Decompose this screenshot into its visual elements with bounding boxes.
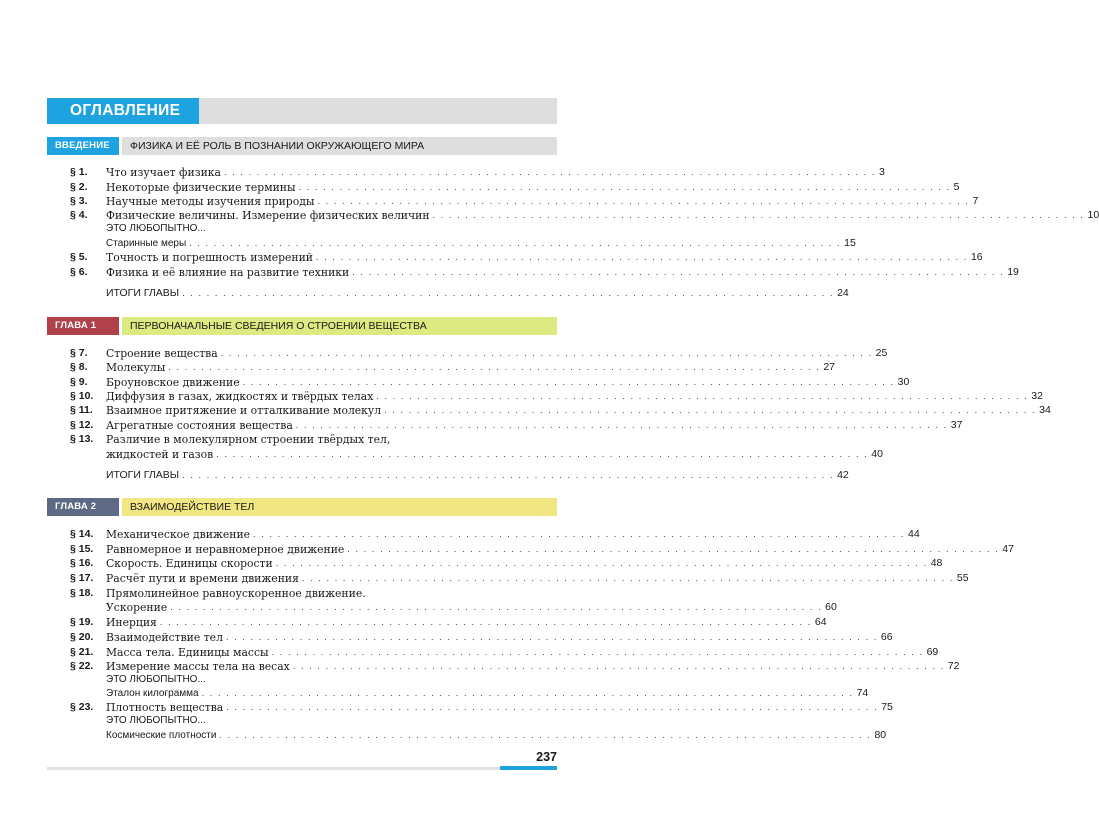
- chapter-header-2: [47, 498, 557, 516]
- leader-dots: . . . . . . . . . . . . . . . . . . . . . . . . . . . . . . . . . . . . . . . . . . . . . . . . . . . . . . . . . . . . . . . . . . . . . . . . . . . . . . . .: [223, 167, 876, 177]
- entry-number: § 10.: [70, 390, 94, 402]
- entry-number: § 11.: [70, 404, 93, 416]
- entry-number: § 5.: [70, 251, 88, 263]
- toc-entry[interactable]: [70, 403, 1051, 418]
- entry-title: Механическое движение: [106, 528, 251, 541]
- entry-title: Расчёт пути и времени движения: [106, 572, 299, 585]
- toc-entry[interactable]: [70, 728, 887, 743]
- entry-page: 30: [897, 376, 910, 388]
- toc-entry[interactable]: [70, 165, 885, 180]
- entry-page: 64: [814, 616, 827, 628]
- leader-dots: . . . . . . . . . . . . . . . . . . . . . . . . . . . . . . . . . . . . . . . . . . . . . . . . . . . . . . . . . . . . . . . . . . . . . . . . . . . . . . . .: [432, 210, 1085, 220]
- entry-title: Физика и её влияние на развитие техники: [106, 266, 350, 279]
- chapter-label: ВВЕДЕНИЕ: [47, 137, 119, 155]
- entry-title: Космические плотности: [106, 730, 217, 741]
- entry-page: 74: [856, 687, 869, 699]
- entry-number: § 12.: [70, 419, 94, 431]
- entry-page: 24: [837, 287, 849, 299]
- footer-accent: [500, 766, 557, 770]
- toc-entry[interactable]: [70, 180, 960, 195]
- entry-number: § 3.: [70, 195, 88, 207]
- entry-page: 5: [953, 181, 960, 193]
- entry-title: Инерция: [106, 616, 157, 629]
- leader-dots: . . . . . . . . . . . . . . . . . . . . . . . . . . . . . . . . . . . . . . . . . . . . . . . . . . . . . . . . . . . . . . . . . . . . . . . . . . . . . . . .: [182, 470, 835, 480]
- toc-title-bar: [47, 98, 557, 124]
- chapter-label: ГЛАВА 2: [47, 498, 119, 516]
- entry-page: 72: [947, 660, 960, 672]
- entry-number: § 19.: [70, 616, 94, 628]
- leader-dots: . . . . . . . . . . . . . . . . . . . . . . . . . . . . . . . . . . . . . . . . . . . . . . . . . . . . . . . . . . . . . . . . . . . . . . . . . . . . . . . .: [219, 730, 872, 740]
- leader-dots: . . . . . . . . . . . . . . . . . . . . . . . . . . . . . . . . . . . . . . . . . . . . . . . . . . . . . . . . . . . . . . . . . . . . . . . . . . . . . . . .: [317, 196, 970, 206]
- entry-page: 75: [881, 701, 893, 713]
- entry-title: Прямолинейное равноускоренное движение.: [106, 587, 366, 600]
- entry-page: 32: [1031, 390, 1043, 402]
- entry-page: 3: [878, 166, 885, 178]
- leader-dots: . . . . . . . . . . . . . . . . . . . . . . . . . . . . . . . . . . . . . . . . . . . . . . . . . . . . . . . . . . . . . . . . . . . . . . . . . . . . . . . .: [271, 647, 924, 657]
- entry-title: Физические величины. Измерение физических величин: [106, 209, 430, 222]
- chapter-title: ВЗАИМОДЕЙСТВИЕ ТЕЛ: [122, 498, 557, 516]
- entry-number: § 23.: [70, 701, 94, 713]
- entry-title: Точность и погрешность измерений: [106, 251, 313, 264]
- leader-dots: . . . . . . . . . . . . . . . . . . . . . . . . . . . . . . . . . . . . . . . . . . . . . . . . . . . . . . . . . . . . . . . . . . . . . . . . . . . . . . . .: [352, 267, 1005, 277]
- entry-page: 47: [1002, 543, 1014, 555]
- entry-page: 7: [972, 195, 979, 207]
- chapter-title: ФИЗИКА И ЕЁ РОЛЬ В ПОЗНАНИИ ОКРУЖАЮЩЕГО МИРА: [122, 137, 557, 155]
- entry-number: § 7.: [70, 347, 88, 359]
- page-number: 237: [536, 750, 557, 764]
- toc-entry[interactable]: [70, 527, 920, 542]
- entry-title: Скорость. Единицы скорости: [106, 557, 273, 570]
- toc-entry[interactable]: [70, 542, 1014, 557]
- entry-title: Взаимодействие тел: [106, 631, 223, 644]
- entry-page: 48: [930, 557, 943, 569]
- entry-title: Строение вещества: [106, 347, 218, 360]
- leader-dots: . . . . . . . . . . . . . . . . . . . . . . . . . . . . . . . . . . . . . . . . . . . . . . . . . . . . . . . . . . . . . . . . . . . . . . . . . . . . . . . .: [295, 420, 948, 430]
- toc-entry[interactable]: [70, 556, 943, 571]
- entry-title: ИТОГИ ГЛАВЫ: [106, 287, 180, 299]
- entry-title: ЭТО ЛЮБОПЫТНО...: [106, 223, 206, 234]
- entry-page: 42: [837, 469, 849, 481]
- entry-number: § 17.: [70, 572, 94, 584]
- entry-number: § 4.: [70, 209, 88, 221]
- toc-entry-continued[interactable]: [70, 447, 883, 462]
- entry-title: Взаимное притяжение и отталкивание молекул: [106, 404, 382, 417]
- entry-title: Диффузия в газах, жидкостях и твёрдых телах: [106, 390, 374, 403]
- entry-title: Различие в молекулярном строении твёрдых тел,: [106, 433, 391, 446]
- entry-title: жидкостей и газов: [106, 448, 214, 461]
- entry-number: § 1.: [70, 166, 88, 178]
- entry-title: Агрегатные состояния вещества: [106, 419, 293, 432]
- chapter-header-1: [47, 317, 557, 335]
- entry-number: § 2.: [70, 181, 88, 193]
- entry-number: § 20.: [70, 631, 94, 643]
- entry-page: 37: [950, 419, 963, 431]
- entry-page: 25: [875, 347, 888, 359]
- entry-number: § 9.: [70, 376, 88, 388]
- toc-entry[interactable]: [70, 418, 963, 433]
- leader-dots: . . . . . . . . . . . . . . . . . . . . . . . . . . . . . . . . . . . . . . . . . . . . . . . . . . . . . . . . . . . . . . . . . . . . . . . . . . . . . . . .: [376, 391, 1029, 401]
- chapter-header-intro: [47, 137, 557, 155]
- leader-dots: . . . . . . . . . . . . . . . . . . . . . . . . . . . . . . . . . . . . . . . . . . . . . . . . . . . . . . . . . . . . . . . . . . . . . . . . . . . . . . . .: [347, 544, 1000, 554]
- entry-title: Некоторые физические термины: [106, 181, 296, 194]
- entry-page: 66: [880, 631, 893, 643]
- entry-title: Плотность вещества: [106, 701, 224, 714]
- entry-title: Броуновское движение: [106, 376, 240, 389]
- entry-number: § 16.: [70, 557, 94, 569]
- entry-number: § 22.: [70, 660, 94, 672]
- toc-entry[interactable]: [70, 250, 983, 265]
- entry-title: Что изучает физика: [106, 166, 221, 179]
- toc-entry[interactable]: [70, 375, 910, 390]
- toc-entry[interactable]: [70, 571, 969, 586]
- toc-entry[interactable]: [70, 432, 557, 447]
- entry-title: Масса тела. Единицы массы: [106, 646, 269, 659]
- entry-title: ЭТО ЛЮБОПЫТНО...: [106, 674, 206, 685]
- entry-number: § 18.: [70, 587, 94, 599]
- toc-entry[interactable]: [70, 389, 1043, 404]
- toc-entry[interactable]: [70, 645, 939, 660]
- leader-dots: . . . . . . . . . . . . . . . . . . . . . . . . . . . . . . . . . . . . . . . . . . . . . . . . . . . . . . . . . . . . . . . . . . . . . . . . . . . . . . . .: [182, 288, 835, 298]
- leader-dots: . . . . . . . . . . . . . . . . . . . . . . . . . . . . . . . . . . . . . . . . . . . . . . . . . . . . . . . . . . . . . . . . . . . . . . . . . . . . . . . .: [384, 405, 1037, 415]
- toc-entry[interactable]: [70, 630, 893, 645]
- leader-dots: . . . . . . . . . . . . . . . . . . . . . . . . . . . . . . . . . . . . . . . . . . . . . . . . . . . . . . . . . . . . . . . . . . . . . . . . . . . . . . . .: [242, 377, 895, 387]
- entry-page: 60: [825, 601, 837, 613]
- entry-number: § 13.: [70, 433, 94, 445]
- entry-page: 27: [823, 361, 836, 373]
- entry-title: ЭТО ЛЮБОПЫТНО...: [106, 715, 206, 726]
- leader-dots: . . . . . . . . . . . . . . . . . . . . . . . . . . . . . . . . . . . . . . . . . . . . . . . . . . . . . . . . . . . . . . . . . . . . . . . . . . . . . . . .: [225, 632, 878, 642]
- toc-entry[interactable]: [70, 360, 836, 375]
- leader-dots: . . . . . . . . . . . . . . . . . . . . . . . . . . . . . . . . . . . . . . . . . . . . . . . . . . . . . . . . . . . . . . . . . . . . . . . . . . . . . . . .: [189, 238, 842, 248]
- entry-number: § 14.: [70, 528, 94, 540]
- toc-entry[interactable]: [70, 194, 979, 209]
- entry-page: 55: [956, 572, 969, 584]
- entry-number: § 21.: [70, 646, 94, 658]
- toc-subheading: [70, 221, 557, 236]
- leader-dots: . . . . . . . . . . . . . . . . . . . . . . . . . . . . . . . . . . . . . . . . . . . . . . . . . . . . . . . . . . . . . . . . . . . . . . . . . . . . . . . .: [201, 688, 854, 698]
- entry-title: Измерение массы тела на весах: [106, 660, 290, 673]
- entry-page: 15: [844, 237, 856, 249]
- toc-entry-summary[interactable]: [70, 286, 849, 301]
- leader-dots: . . . . . . . . . . . . . . . . . . . . . . . . . . . . . . . . . . . . . . . . . . . . . . . . . . . . . . . . . . . . . . . . . . . . . . . . . . . . . . . .: [315, 252, 968, 262]
- page-title: ОГЛАВЛЕНИЕ: [47, 98, 199, 124]
- entry-number: § 6.: [70, 266, 88, 278]
- entry-title: Старинные меры: [106, 238, 187, 249]
- chapter-label: ГЛАВА 1: [47, 317, 119, 335]
- leader-dots: . . . . . . . . . . . . . . . . . . . . . . . . . . . . . . . . . . . . . . . . . . . . . . . . . . . . . . . . . . . . . . . . . . . . . . . . . . . . . . . .: [168, 362, 821, 372]
- entry-page: 44: [908, 528, 920, 540]
- leader-dots: . . . . . . . . . . . . . . . . . . . . . . . . . . . . . . . . . . . . . . . . . . . . . . . . . . . . . . . . . . . . . . . . . . . . . . . . . . . . . . . .: [159, 617, 812, 627]
- entry-title: Ускорение: [106, 601, 168, 614]
- toc-entry[interactable]: [70, 346, 888, 361]
- toc-entry[interactable]: [70, 615, 827, 630]
- entry-title: Научные методы изучения природы: [106, 195, 315, 208]
- entry-page: 10: [1087, 209, 1099, 221]
- chapter-title: ПЕРВОНАЧАЛЬНЫЕ СВЕДЕНИЯ О СТРОЕНИИ ВЕЩЕСТВА: [122, 317, 557, 335]
- toc-subheading: [70, 672, 557, 687]
- toc-entry-summary[interactable]: [70, 468, 849, 483]
- footer-rule: [47, 767, 557, 770]
- leader-dots: . . . . . . . . . . . . . . . . . . . . . . . . . . . . . . . . . . . . . . . . . . . . . . . . . . . . . . . . . . . . . . . . . . . . . . . . . . . . . . . .: [298, 182, 951, 192]
- entry-title: Эталон килограмма: [106, 688, 199, 699]
- entry-page: 80: [874, 729, 887, 741]
- toc-entry[interactable]: [70, 686, 869, 701]
- entry-page: 40: [871, 448, 883, 460]
- leader-dots: . . . . . . . . . . . . . . . . . . . . . . . . . . . . . . . . . . . . . . . . . . . . . . . . . . . . . . . . . . . . . . . . . . . . . . . . . . . . . . . .: [220, 348, 873, 358]
- leader-dots: . . . . . . . . . . . . . . . . . . . . . . . . . . . . . . . . . . . . . . . . . . . . . . . . . . . . . . . . . . . . . . . . . . . . . . . . . . . . . . . .: [216, 449, 869, 459]
- entry-title: Молекулы: [106, 361, 166, 374]
- entry-page: 69: [926, 646, 939, 658]
- entry-number: § 8.: [70, 361, 88, 373]
- entry-page: 16: [970, 251, 983, 263]
- toc-entry[interactable]: [70, 265, 1019, 280]
- toc-entry[interactable]: [70, 586, 557, 601]
- leader-dots: . . . . . . . . . . . . . . . . . . . . . . . . . . . . . . . . . . . . . . . . . . . . . . . . . . . . . . . . . . . . . . . . . . . . . . . . . . . . . . . .: [275, 558, 928, 568]
- leader-dots: . . . . . . . . . . . . . . . . . . . . . . . . . . . . . . . . . . . . . . . . . . . . . . . . . . . . . . . . . . . . . . . . . . . . . . . . . . . . . . . .: [226, 702, 879, 712]
- toc-entry-continued[interactable]: [70, 600, 837, 615]
- leader-dots: . . . . . . . . . . . . . . . . . . . . . . . . . . . . . . . . . . . . . . . . . . . . . . . . . . . . . . . . . . . . . . . . . . . . . . . . . . . . . . . .: [301, 573, 954, 583]
- toc-entry[interactable]: [70, 236, 856, 251]
- leader-dots: . . . . . . . . . . . . . . . . . . . . . . . . . . . . . . . . . . . . . . . . . . . . . . . . . . . . . . . . . . . . . . . . . . . . . . . . . . . . . . . .: [170, 602, 823, 612]
- entry-number: § 15.: [70, 543, 94, 555]
- leader-dots: . . . . . . . . . . . . . . . . . . . . . . . . . . . . . . . . . . . . . . . . . . . . . . . . . . . . . . . . . . . . . . . . . . . . . . . . . . . . . . . .: [292, 661, 945, 671]
- entry-title: ИТОГИ ГЛАВЫ: [106, 469, 180, 481]
- leader-dots: . . . . . . . . . . . . . . . . . . . . . . . . . . . . . . . . . . . . . . . . . . . . . . . . . . . . . . . . . . . . . . . . . . . . . . . . . . . . . . . .: [253, 529, 906, 539]
- entry-page: 19: [1007, 266, 1019, 278]
- entry-page: 34: [1039, 404, 1051, 416]
- entry-title: Равномерное и неравномерное движение: [106, 543, 345, 556]
- toc-subheading: [70, 713, 557, 728]
